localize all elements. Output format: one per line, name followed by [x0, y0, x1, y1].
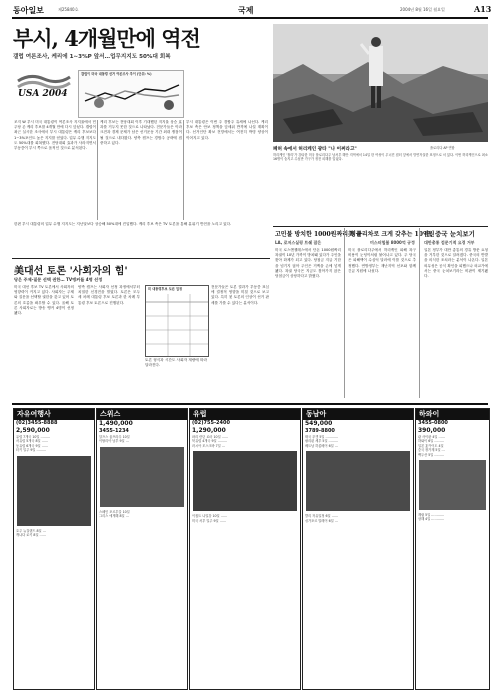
ad-price: 390,000 [418, 427, 446, 434]
story-a-subhead: LA, 로저스실링 트쉐 잡은 [275, 240, 322, 245]
divider [183, 120, 184, 220]
ad-line: 발리 자유일정 6일 …… [305, 514, 338, 519]
section-rule [273, 226, 488, 227]
story-d-body-col3: 토론 형식과 시간도 사회자 재량에 따라 달라진다. [145, 358, 207, 368]
story-a-headline: 고민불 방치한 1000원짜리 병금 [275, 231, 362, 238]
ad-phone: 3789-8800 [305, 428, 335, 434]
story-b-body: 미국 플로리다주에서 허리케인 피해 복구 비용이 눈덩이처럼 불어나고 있다. 주 당국은 피해액이 수십억 달러에 이를 것으로 추정했다. 연방정부는 재난지역 선포와 함께 긴급 지원에 나섰다. [348, 248, 416, 273]
story-a-body: 미국 로스앤젤레스에서 단돈 1000원짜리 복권이 10년 가까이 방치돼 있다가 주인을 찾아 화제가 되고 있다. 당첨금 지급 기한을 넘기지 않아 주인은 거액을 손에 넣게 됐다. 복권 당국은 지금도 찾아가지 않은 당첨금이 상당하다고 밝혔다. [275, 248, 341, 279]
ad-line: 베트남 하롱베이 6일 … [305, 443, 338, 448]
photo-caption-body: 허리케인 '찰리'가 강타한 미국 플로리다주 남서부 해안 지역에서 14일 한 여성이 무너진 집터 앞에서 망연자실한 표정으로 서 있다. 이번 허리케인으로 최소 16명이 숨지고 수십만 가구가 정전 피해를 입었다. [273, 153, 488, 162]
divider [344, 228, 345, 398]
masthead-rule [12, 17, 488, 19]
ad-price: 1,490,000 [99, 420, 133, 427]
story-c-body: 일본 정부가 대만 총통의 경유 방문 요청을 거부한 것으로 알려졌다. 중국의 반발을 의식한 조치라는 분석이 나온다. 일본 외무성은 공식 확인을 피했으나 외교가에서는 중국 눈치보기라는 비판이 제기됐다. [424, 248, 488, 279]
photo-illustration [273, 24, 488, 142]
ad-line: 유럽 7개국 10일 ……… [16, 435, 51, 439]
divider [97, 120, 98, 220]
issue-number: 제25840호 [58, 7, 79, 12]
usa-2004-text: USA 2004 [18, 89, 68, 99]
lead-headline: 부시, 4개월만에 역전 [13, 26, 200, 51]
lead-body-col3: 부시 대통령은 이번 주 경합주 유세에 나선다. 케리 후보 측은 안보 정책을 앞세워 반격에 나설 계획이다. 선거인단 확보 전망에서는 여전히 박빙 양상이 이어지고 있다. [186, 120, 268, 140]
lead-body-col2: 케리 후보는 전당대회 이후 기대했던 지지율 상승 효과를 거두지 못한 것으로 나타났다. 전문가들은 이라크전과 경제 문제가 남은 선거운동 기간 최대 쟁점이 될 것으로 내다봤다. 양측 캠프는 경합주 공략에 집중하고 있다. [100, 120, 182, 145]
ad-price: 1,290,000 [192, 427, 226, 434]
lead-subhead: 갤럽 여론조사, 케리에 1∼3%P 앞서…업무지지도 50%대 회복 [13, 54, 171, 60]
poll-chart [78, 70, 184, 118]
story-d-body-col4: 전문가들은 토론 결과가 부동층 표심에 결정적 영향을 미칠 것으로 보고 있다. 특히 첫 토론의 인상이 선거 판세를 가를 수 있다는 분석이다. [211, 285, 269, 305]
ad-line: 스페인 포르투갈 10일 [99, 509, 130, 514]
ad-line: 이탈리아 남부 9일 … [99, 439, 129, 444]
ad-line: 필리핀 세부 5일 ……… [305, 439, 339, 444]
ad-line: 서유럽 5개국 8일 …… [16, 439, 48, 444]
ad-line: 캐나다 로키 8일 …… [16, 533, 46, 538]
story-d-subhead: 당은 주제·질문 선택 권한… TV앵커들 4명 선정 [14, 277, 103, 282]
ad-line: 이집트 나일강 10일 …… [192, 514, 228, 519]
divider [419, 228, 420, 398]
ad-phone: 3455-0800 [418, 420, 448, 426]
ad-line: 알프스 융프라우 10일 [99, 435, 130, 439]
story-d-body-col1: 미국 대선 후보 TV 토론에서 사회자의 영향력이 커지고 있다. 사회자는 주제와 질문을 선택할 권한을 갖고 있어 토론의 흐름을 좌우할 수 있다. 올해 토론 사회자로는 방송 앵커 4명이 선정됐다. [14, 285, 74, 316]
ad-image [100, 447, 184, 507]
story-c-subhead: 대만총통 검문기적 요경 거부 [424, 240, 475, 245]
ad-phone: (02)3455-8888 [16, 420, 58, 426]
ad-image [306, 451, 410, 511]
ad-title: 하와이 [416, 409, 489, 420]
ad-title: 유럽 [190, 409, 300, 420]
ad-block-4[interactable] [302, 408, 414, 690]
usa-2004-logo [16, 71, 72, 107]
ad-price: 549,000 [305, 420, 333, 427]
ad-line: 하와이 6일 ……… [418, 439, 444, 444]
ad-line: 호주 뉴질랜드 8일 … [16, 528, 46, 533]
ads-top-rule [12, 403, 488, 405]
chart-caption: 갤럽이 미국 대통령 선거 여론조사 추이 (단위: %) [81, 72, 152, 76]
section-rule [12, 258, 270, 259]
paper-name: 동아일보 [13, 5, 44, 15]
ad-line: 파리 런던 로마 10일 …… [192, 435, 229, 439]
ad-line: 태국 푸켓 5일 ………… [305, 435, 339, 439]
ad-phone: 3455-1234 [99, 428, 129, 434]
section-name: 국제 [238, 5, 254, 15]
photo-caption-title: 폐허 속에서 허리케인 광타 "나 어쩌라고" [273, 147, 357, 152]
ad-line: 일본 홋카이도 4일 [418, 443, 444, 448]
ad-line: 백두산 5일 ……… [418, 452, 444, 457]
hurricane-photo [273, 24, 488, 142]
ad-line: 북유럽 4개국 9일 ……… [192, 439, 228, 444]
ad-line: 상해 4일 ………… [418, 517, 445, 522]
ad-phone: (02)755-2400 [192, 420, 230, 426]
ad-line: 계림 5일 ………… [418, 513, 445, 518]
issue-date: 2004년 8월 16일 월요일 [400, 7, 445, 12]
story-d-headline: 美대선 토론 '사회자의 힘' [14, 266, 128, 277]
story-b-headline: 美 플리차로 크게 갖추는 10억원 [348, 231, 435, 238]
ad-title: 동남아 [303, 409, 413, 420]
ad-line: 싱가포르 말레이 6일 … [305, 518, 338, 523]
photo-caption-credit: 플로리다 AP 연합 [430, 146, 455, 150]
poll-chart-lines [79, 71, 183, 117]
ad-block-5[interactable] [415, 408, 490, 690]
ad-image [193, 451, 297, 511]
ad-line: 미국 서부 일주 9일 …… [192, 518, 227, 523]
ad-line: 터키 일주 9일 ……… [16, 448, 47, 453]
ad-line: 그리스 에게해 8일 … [99, 514, 129, 519]
story-d-body-col2: 양측 캠프는 사회자 선정 과정에서부터 치열한 신경전을 벌였다. 토론은 모두 세 차례 대통령 후보 토론과 한 차례 부통령 후보 토론으로 진행된다. [78, 285, 140, 305]
ad-block-3[interactable] [189, 408, 301, 690]
table-grid [146, 294, 208, 356]
story-b-subhead: 미스터힐볼 8000억 규정 [370, 240, 415, 245]
table-title: 미 대통령후보 토론 일정 [148, 287, 183, 291]
ad-line: 러시아 모스크바 7일 … [192, 443, 225, 448]
story-c-headline: 日, 중국 눈치보기 [424, 230, 475, 238]
lead-body-col1: 조지 W 부시 미국 대통령이 여론조사 지지율에서 민주당 존 케리 후보를 4개월 만에 다시 앞섰다. 갤럽이 최근 실시한 조사에서 부시 대통령은 케리 후보보다 1∼3%포인트 높은 지지를 얻었다. 업무 수행 지지도도 50%대를 회복했다. 전당대회 효과가 사라지면서 부동층이 부시 쪽으로 움직인 것으로 분석된다. [14, 120, 96, 151]
lead-body-continued: 한편 부시 대통령의 업무 수행 지지도는 지난달보다 상승해 50%대에 진입했다. 케리 후보 측은 TV 토론을 통해 분위기 반전을 노리고 있다. [14, 222, 232, 226]
ad-line: 동유럽 6개국 9일 …… [16, 443, 48, 448]
ad-line: 중국 장가계 5일 … [418, 448, 445, 453]
travel-ad[interactable] [13, 408, 95, 690]
ad-image [419, 460, 486, 510]
ad-title: 자유여행사 [14, 409, 94, 420]
debate-schedule-table [145, 285, 209, 357]
ad-block-2[interactable] [96, 408, 188, 690]
ad-price: 2,590,000 [16, 427, 50, 434]
ad-title: 스위스 [97, 409, 187, 420]
ad-image [17, 456, 91, 526]
page-number: A13 [474, 4, 492, 14]
ad-line: 괌 사이판 4일 …… [418, 435, 445, 439]
